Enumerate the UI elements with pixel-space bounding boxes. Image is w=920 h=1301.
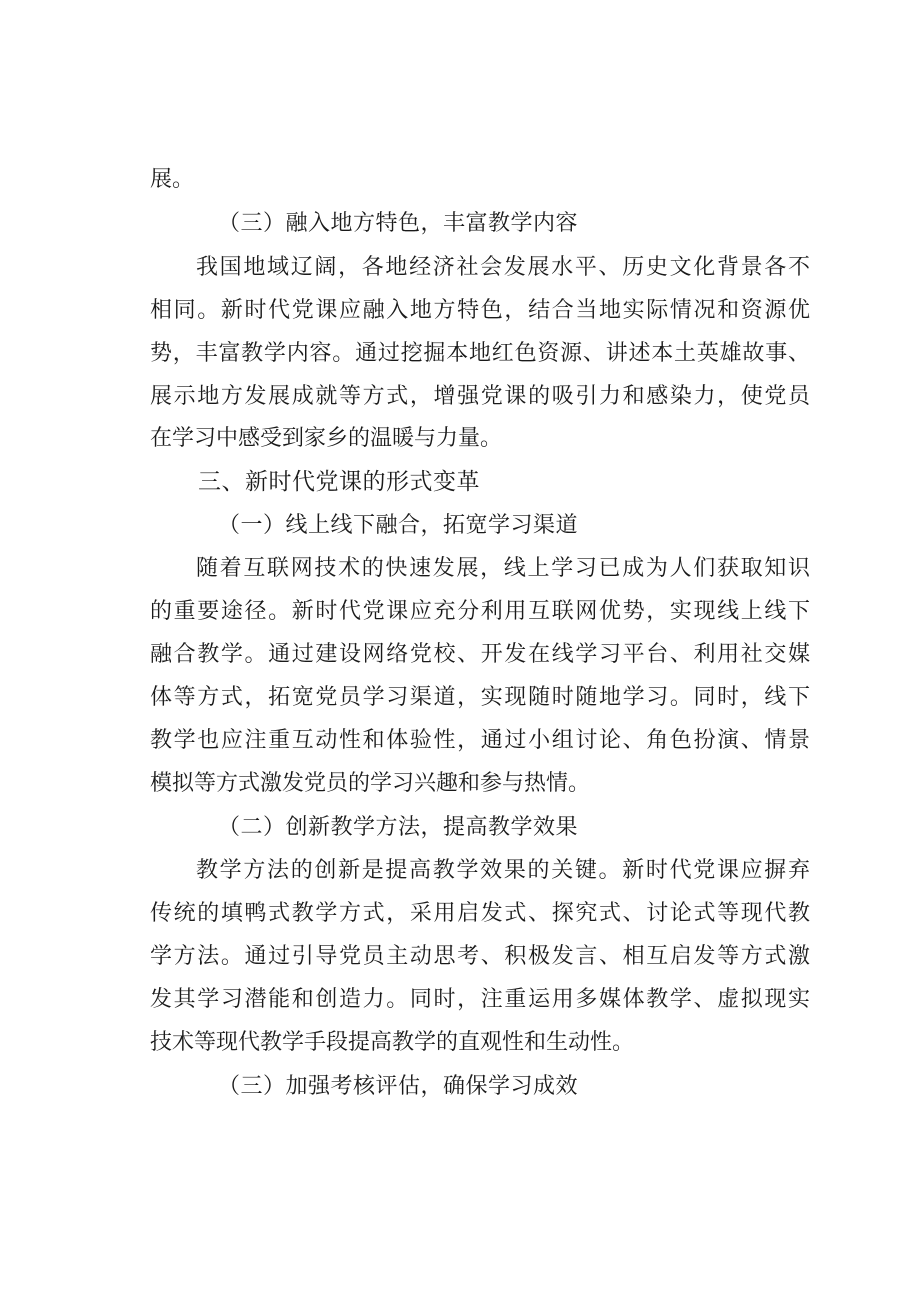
- paragraph-line: 传统的填鸭式教学方式，采用启发式、探究式、讨论式等现代教: [150, 901, 810, 926]
- paragraph-line: 体等方式，拓宽党员学习渠道，实现随时随地学习。同时，线下: [150, 685, 810, 710]
- paragraph-line: 模拟等方式激发党员的学习兴趣和参与热情。: [150, 771, 591, 796]
- subsection-heading: （三）加强考核评估，确保学习成效: [218, 1074, 579, 1099]
- paragraph-line: 展示地方发展成就等方式，增强党课的吸引力和感染力，使党员: [150, 384, 810, 409]
- paragraph-line: 发其学习潜能和创造力。同时，注重运用多媒体教学、虚拟现实: [150, 987, 810, 1012]
- paragraph-line: 的重要途径。新时代党课应充分利用互联网优势，实现线上线下: [150, 599, 810, 624]
- paragraph-line: 势，丰富教学内容。通过挖掘本地红色资源、讲述本土英雄故事、: [150, 341, 810, 366]
- paragraph-line: 学方法。通过引导党员主动思考、积极发言、相互启发等方式激: [150, 944, 810, 969]
- paragraph-line: 教学也应注重互动性和体验性，通过小组讨论、角色扮演、情景: [150, 728, 810, 753]
- paragraph-line: 相同。新时代党课应融入地方特色，结合当地实际情况和资源优: [150, 298, 810, 323]
- paragraph-line: 展。: [150, 167, 195, 192]
- subsection-heading: （三）融入地方特色，丰富教学内容: [218, 211, 579, 236]
- paragraph-line: 融合教学。通过建设网络党校、开发在线学习平台、利用社交媒: [150, 642, 810, 667]
- paragraph-line: 我国地域辽阔，各地经济社会发展水平、历史文化背景各不: [196, 255, 810, 280]
- paragraph-line: 技术等现代教学手段提高教学的直观性和生动性。: [150, 1030, 635, 1055]
- subsection-heading: （一）线上线下融合，拓宽学习渠道: [218, 513, 579, 538]
- section-heading: 三、新时代党课的形式变革: [198, 469, 480, 495]
- subsection-heading: （二）创新教学方法，提高教学效果: [218, 815, 579, 840]
- paragraph-line: 教学方法的创新是提高教学效果的关键。新时代党课应摒弃: [196, 858, 810, 883]
- paragraph-line: 在学习中感受到家乡的温暖与力量。: [150, 426, 503, 451]
- paragraph-line: 随着互联网技术的快速发展，线上学习已成为人们获取知识: [196, 556, 810, 581]
